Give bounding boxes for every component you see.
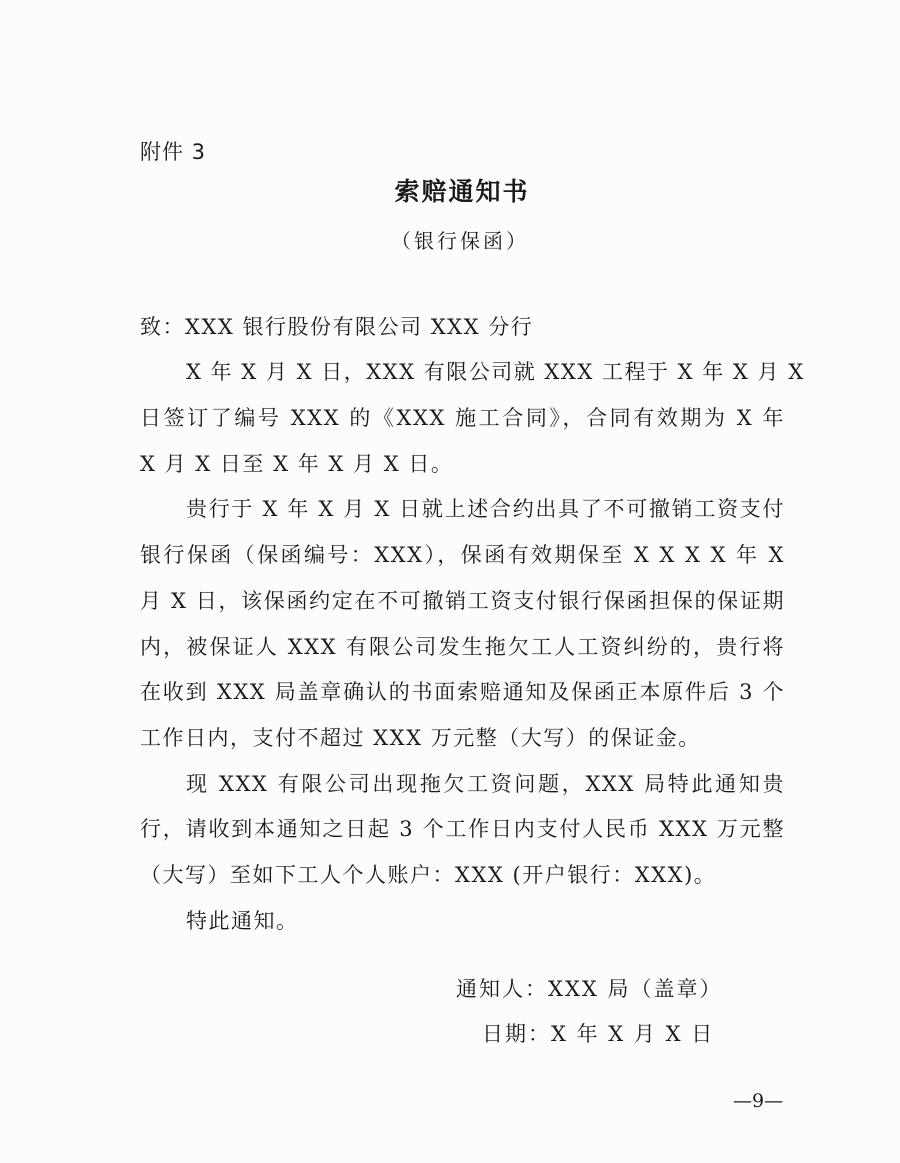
paragraph-2-line-3: 月 X 日，该保函约定在不可撤销工资支付银行保函担保的保证期 bbox=[140, 589, 785, 613]
closing-line: 特此通知。 bbox=[186, 909, 299, 933]
paragraph-3-line-2: 行，请收到本通知之日起 3 个工作日内支付人民币 XXX 万元整 bbox=[140, 817, 785, 841]
paragraph-3-line-1: 现 XXX 有限公司出现拖欠工资问题，XXX 局特此通知贵 bbox=[186, 772, 785, 796]
addressee: 致：XXX 银行股份有限公司 XXX 分行 bbox=[140, 315, 534, 339]
paragraph-2-line-6: 工作日内，支付不超过 XXX 万元整（大写）的保证金。 bbox=[140, 726, 701, 750]
signature-date: 日期：X 年 X 月 X 日 bbox=[482, 1022, 715, 1046]
attachment-label: 附件 3 bbox=[140, 140, 207, 164]
paragraph-1-line-3: X 月 X 日至 X 年 X 月 X 日。 bbox=[140, 452, 454, 476]
page-number: —9— bbox=[733, 1090, 784, 1112]
paragraph-2-line-2: 银行保函（保函编号：XXX），保函有效期保至 X X X X 年 X bbox=[140, 543, 785, 567]
paragraph-2-line-1: 贵行于 X 年 X 月 X 日就上述合约出具了不可撤销工资支付 bbox=[186, 497, 785, 521]
paragraph-2-line-5: 在收到 XXX 局盖章确认的书面索赔通知及保函正本原件后 3 个 bbox=[140, 680, 785, 704]
paragraph-1-line-1: X 年 X 月 X 日，XXX 有限公司就 XXX 工程于 X 年 X 月 X bbox=[186, 360, 805, 384]
signature-notifier: 通知人：XXX 局（盖章） bbox=[456, 977, 723, 1001]
document-subtitle: （银行保函） bbox=[391, 229, 529, 253]
paragraph-1-line-2: 日签订了编号 XXX 的《XXX 施工合同》，合同有效期为 X 年 bbox=[140, 406, 785, 430]
paragraph-3-line-3: （大写）至如下工人个人账户：XXX (开户银行：XXX)。 bbox=[140, 863, 717, 887]
paragraph-2-line-4: 内，被保证人 XXX 有限公司发生拖欠工人工资纠纷的，贵行将 bbox=[140, 635, 785, 659]
document-title: 索赔通知书 bbox=[394, 177, 530, 206]
